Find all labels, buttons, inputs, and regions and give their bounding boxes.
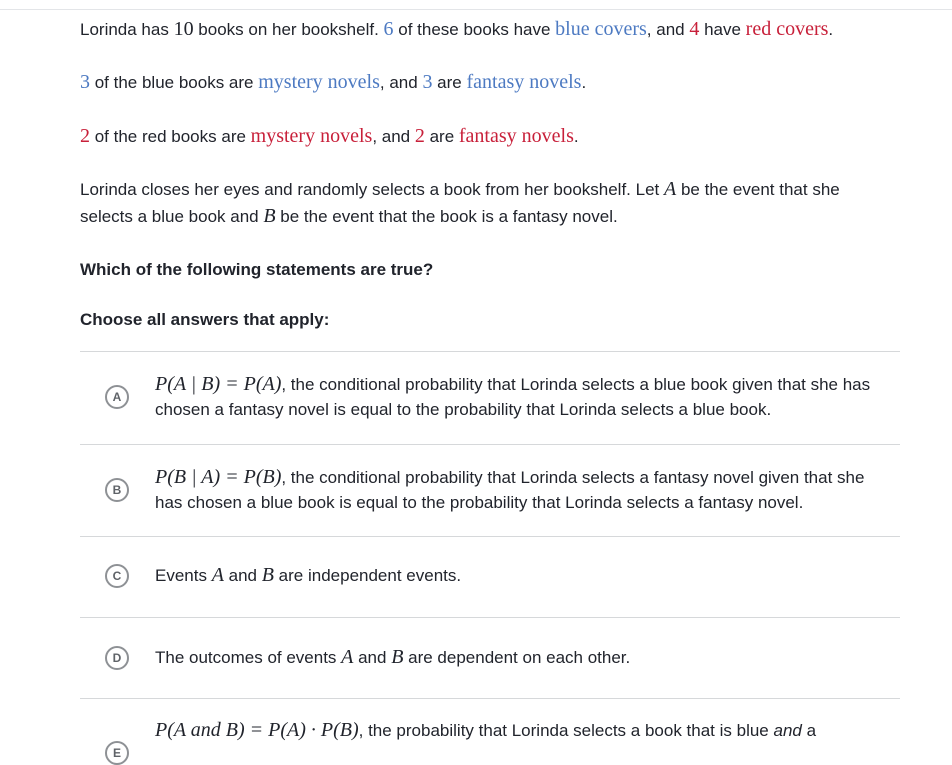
fantasy-novels-label: fantasy novels [466, 71, 582, 93]
math-number: 4 [689, 18, 700, 40]
choice-b[interactable] [80, 445, 900, 536]
math-expression: P(B | A) = P(B) [155, 466, 282, 488]
choice-a-text [155, 372, 890, 422]
top-divider [0, 9, 952, 10]
text: and [353, 648, 392, 667]
choice-b-bubble[interactable]: B [105, 478, 129, 502]
text: of these books have [393, 20, 556, 39]
problem-paragraph-1 [80, 16, 880, 43]
red-covers-label: red covers [745, 18, 829, 40]
math-number: 3 [422, 71, 433, 93]
text: be the event that the book is a fantasy novel. [275, 207, 618, 226]
fantasy-novels-label: fantasy novels [458, 125, 574, 147]
math-variable: A [664, 178, 677, 200]
text: of the blue books are [90, 73, 259, 92]
text: , the conditional probability that Lorinda selects a blue book given that she has chosen a fantasy novel is equal to the probability that Lorinda selects a blue book. [155, 375, 871, 419]
math-variable: B [391, 646, 404, 668]
text: a [801, 721, 817, 740]
math-variable: A [211, 564, 224, 586]
text: , and [372, 127, 415, 146]
math-number: 6 [383, 18, 394, 40]
choice-e-text [155, 718, 890, 743]
choice-a[interactable] [80, 352, 900, 444]
choice-b-text [155, 465, 890, 515]
problem-paragraph-4 [80, 176, 870, 230]
text: , and [379, 73, 423, 92]
math-number: 2 [414, 125, 425, 147]
math-number: 10 [173, 18, 194, 40]
math-expression: P(A | B) = P(A) [155, 373, 282, 395]
math-number: 2 [80, 125, 90, 147]
text: are [424, 127, 459, 146]
emphasis-text: and [773, 721, 802, 740]
text: are independent events. [273, 566, 462, 585]
text: Lorinda has [80, 20, 174, 39]
math-variable: B [261, 564, 274, 586]
text: , the probability that Lorinda selects a book that is blue [358, 721, 774, 740]
mystery-novels-label: mystery novels [250, 125, 373, 147]
problem-paragraph-2 [80, 69, 880, 96]
text: have [699, 20, 746, 39]
text: . [828, 20, 834, 39]
math-expression: P(A and B) = P(A) · P(B) [155, 719, 359, 741]
choice-e-bubble[interactable]: E [105, 741, 129, 765]
mystery-novels-label: mystery novels [258, 71, 380, 93]
text: and [223, 566, 262, 585]
text: . [581, 73, 587, 92]
choice-a-bubble[interactable]: A [105, 385, 129, 409]
text: , and [646, 20, 690, 39]
math-variable: B [263, 205, 276, 227]
instruction-text: Choose all answers that apply: [80, 310, 330, 329]
text: , the conditional probability that Lorinda selects a fantasy novel given that she has chosen a blue book is equal to the probability that Lorinda selects a fantasy novel. [155, 468, 865, 512]
text: are [432, 73, 467, 92]
math-variable: A [341, 646, 354, 668]
text: The outcomes of events [155, 648, 342, 667]
question-text: Which of the following statements are true? [80, 260, 434, 279]
choice-e[interactable] [80, 699, 900, 760]
text: Events [155, 566, 212, 585]
text: be the event that she selects a blue book and [80, 180, 840, 226]
choice-d[interactable] [80, 618, 900, 698]
choice-d-bubble[interactable]: D [105, 646, 129, 670]
math-number: 3 [80, 71, 90, 93]
text: books on her bookshelf. [193, 20, 384, 39]
text: are dependent on each other. [403, 648, 631, 667]
text: . [573, 127, 579, 146]
choice-d-text [155, 645, 890, 670]
blue-covers-label: blue covers [555, 18, 647, 40]
choice-c-bubble[interactable]: C [105, 564, 129, 588]
text: of the red books are [90, 127, 251, 146]
choice-c-text [155, 563, 890, 588]
choice-c[interactable] [80, 537, 900, 617]
problem-paragraph-3 [80, 123, 880, 150]
text: Lorinda closes her eyes and randomly selects a book from her bookshelf. Let [80, 180, 664, 199]
